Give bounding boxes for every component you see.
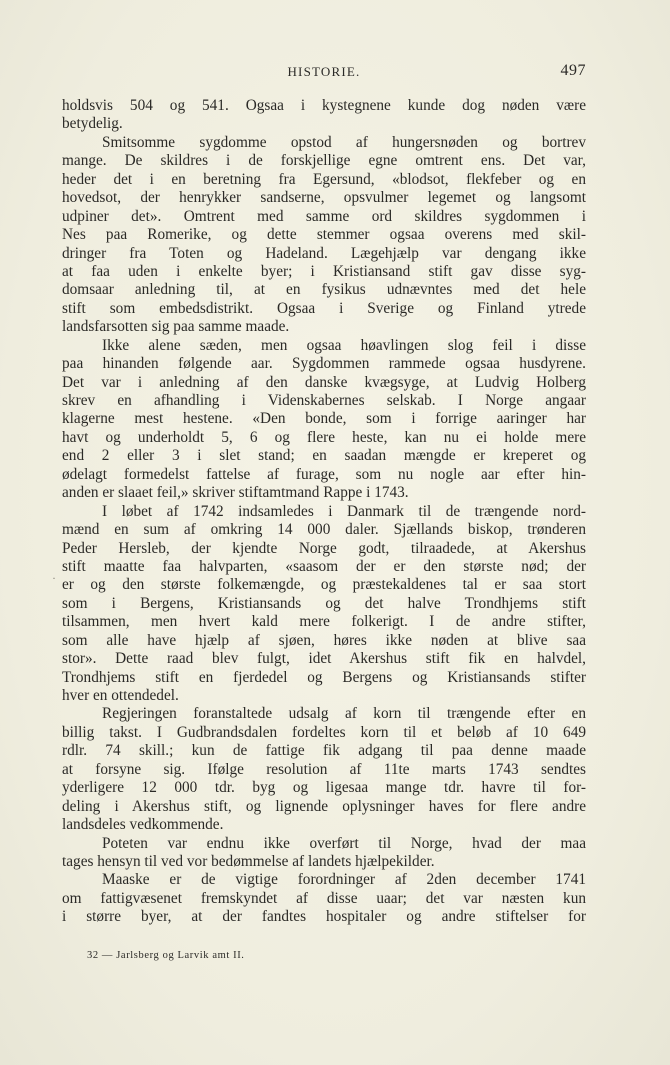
text-line: ødelagt formedelst fattelse af furage, som nu nogle aar efter hin- bbox=[62, 465, 586, 483]
text-line: Poteten var endnu ikke overført til Norge, hvad der maa bbox=[102, 834, 586, 852]
text-line: som i Bergens, Kristiansands og det halve Trondhjems stift bbox=[62, 594, 586, 612]
text-line: paa hinanden følgende aar. Sygdommen rammede ogsaa husdyrene. bbox=[62, 355, 586, 373]
text-line: mænd en sum af omkring 14 000 daler. Sjællands biskop, trønderen bbox=[62, 521, 586, 539]
text-line: rdlr. 74 skill.; kun de fattige fik adgang til paa denne maade bbox=[62, 742, 586, 760]
text-line: betydelig. bbox=[62, 115, 123, 133]
text-line: Nes paa Romerike, og dette stemmer ogsaa overens med skil- bbox=[62, 226, 586, 244]
running-header bbox=[62, 62, 586, 82]
body-text bbox=[62, 97, 586, 927]
text-line: at faa uden i enkelte byer; i Kristiansand stift gav disse syg- bbox=[62, 262, 586, 280]
text-line: tages hensyn til ved vor bedømmelse af landets hjælpekilder. bbox=[62, 852, 435, 870]
text-line: deling i Akershus stift, og lignende oplysninger haves for flere andre bbox=[62, 797, 586, 815]
printer-signature: 32 — Jarlsberg og Larvik amt II. bbox=[87, 950, 245, 961]
text-line: udpiner det». Omtrent med samme ord skildres sygdommen i bbox=[62, 207, 586, 225]
text-line: i større byer, at der fandtes hospitaler og andre stiftelser for bbox=[62, 908, 586, 926]
text-line: klagerne mest hestene. «Den bonde, som i forrige aaringer har bbox=[62, 410, 586, 428]
text-line: Trondhjems stift en fjerdedel og Bergens og Kristiansands stifter bbox=[62, 668, 586, 686]
text-line: Peder Hersleb, der kjendte Norge godt, tilraadede, at Akershus bbox=[62, 539, 586, 557]
text-line: stift maatte faa halvparten, «saasom der er den største nød; der bbox=[62, 557, 586, 575]
text-line: tilsammen, men hvert kald mere folkerigt. I de andre stifter, bbox=[62, 613, 586, 631]
text-line: havt og underholdt 5, 6 og flere heste, kan nu ei holde mere bbox=[62, 428, 586, 446]
page-number: 497 bbox=[560, 62, 586, 79]
text-line: end 2 eller 3 i slet stand; en saadan mængde er kreperet og bbox=[62, 447, 586, 465]
chapter-title: HISTORIE. bbox=[287, 64, 361, 79]
text-line: billig takst. I Gudbrandsdalen fordeltes korn til et beløb af 10 649 bbox=[62, 723, 586, 741]
text-line: skrev en afhandling i Videnskabernes selskab. I Norge angaar bbox=[62, 392, 586, 409]
text-line: domsaar anledning til, at en fysikus udnævntes med det hele bbox=[62, 281, 586, 299]
text-line: at forsyne sig. Ifølge resolution af 11te marts 1743 sendtes bbox=[62, 760, 586, 778]
text-line: Ikke alene sæden, men ogsaa høavlingen slog feil i disse bbox=[102, 336, 586, 354]
text-line: anden er slaaet feil,» skriver stiftamtmand Rappe i 1743. bbox=[62, 484, 409, 502]
text-line: som alle have hjælp af sjøen, høres ikke nøden at blive saa bbox=[62, 631, 586, 649]
text-line: I løbet af 1742 indsamledes i Danmark til de trængende nord- bbox=[102, 502, 586, 520]
text-line: Regjeringen foranstaltede udsalg af korn til trængende efter en bbox=[102, 705, 586, 723]
text-line: stor». Dette raad blev fulgt, idet Akershus stift fik en halvdel, bbox=[62, 650, 586, 668]
text-line: stift som embedsdistrikt. Ogsaa i Sverige og Finland ytrede bbox=[62, 299, 586, 317]
text-line: yderligere 12 000 tdr. byg og ligesaa mange tdr. havre til for- bbox=[62, 779, 586, 797]
text-line: landsfarsotten sig paa samme maade. bbox=[62, 318, 290, 336]
text-line: Smitsomme sygdomme opstod af hungersnøden og bortrev bbox=[102, 133, 586, 151]
text-line: landsdeles vedkommende. bbox=[62, 816, 224, 834]
margin-mark: · bbox=[52, 571, 56, 585]
text-line: mange. De skildres i de forskjellige egne omtrent ens. Det var, bbox=[62, 152, 586, 170]
text-line: heder det i en beretning fra Egersund, «blodsot, flekfeber og en bbox=[62, 170, 586, 188]
text-line: Det var i anledning af den danske kvægsyge, at Ludvig Holberg bbox=[62, 373, 586, 391]
text-line: hovedsot, der henrykker sandserne, opsvulmer legemet og langsomt bbox=[62, 189, 586, 207]
text-line: hver en ottendedel. bbox=[62, 687, 179, 704]
text-line: om fattigvæsenet fremskyndet af disse uaar; det var næsten kun bbox=[62, 889, 586, 907]
text-line: holdsvis 504 og 541. Ogsaa i kystegnene kunde dog nøden være bbox=[62, 97, 586, 114]
text-line: Maaske er de vigtige forordninger af 2den december 1741 bbox=[102, 871, 586, 889]
text-line: dringer fra Toten og Hadeland. Lægehjælp var dengang ikke bbox=[62, 244, 586, 262]
text-line: er og den største folkemængde, og præstekaldenes tal er saa stort bbox=[62, 576, 586, 594]
